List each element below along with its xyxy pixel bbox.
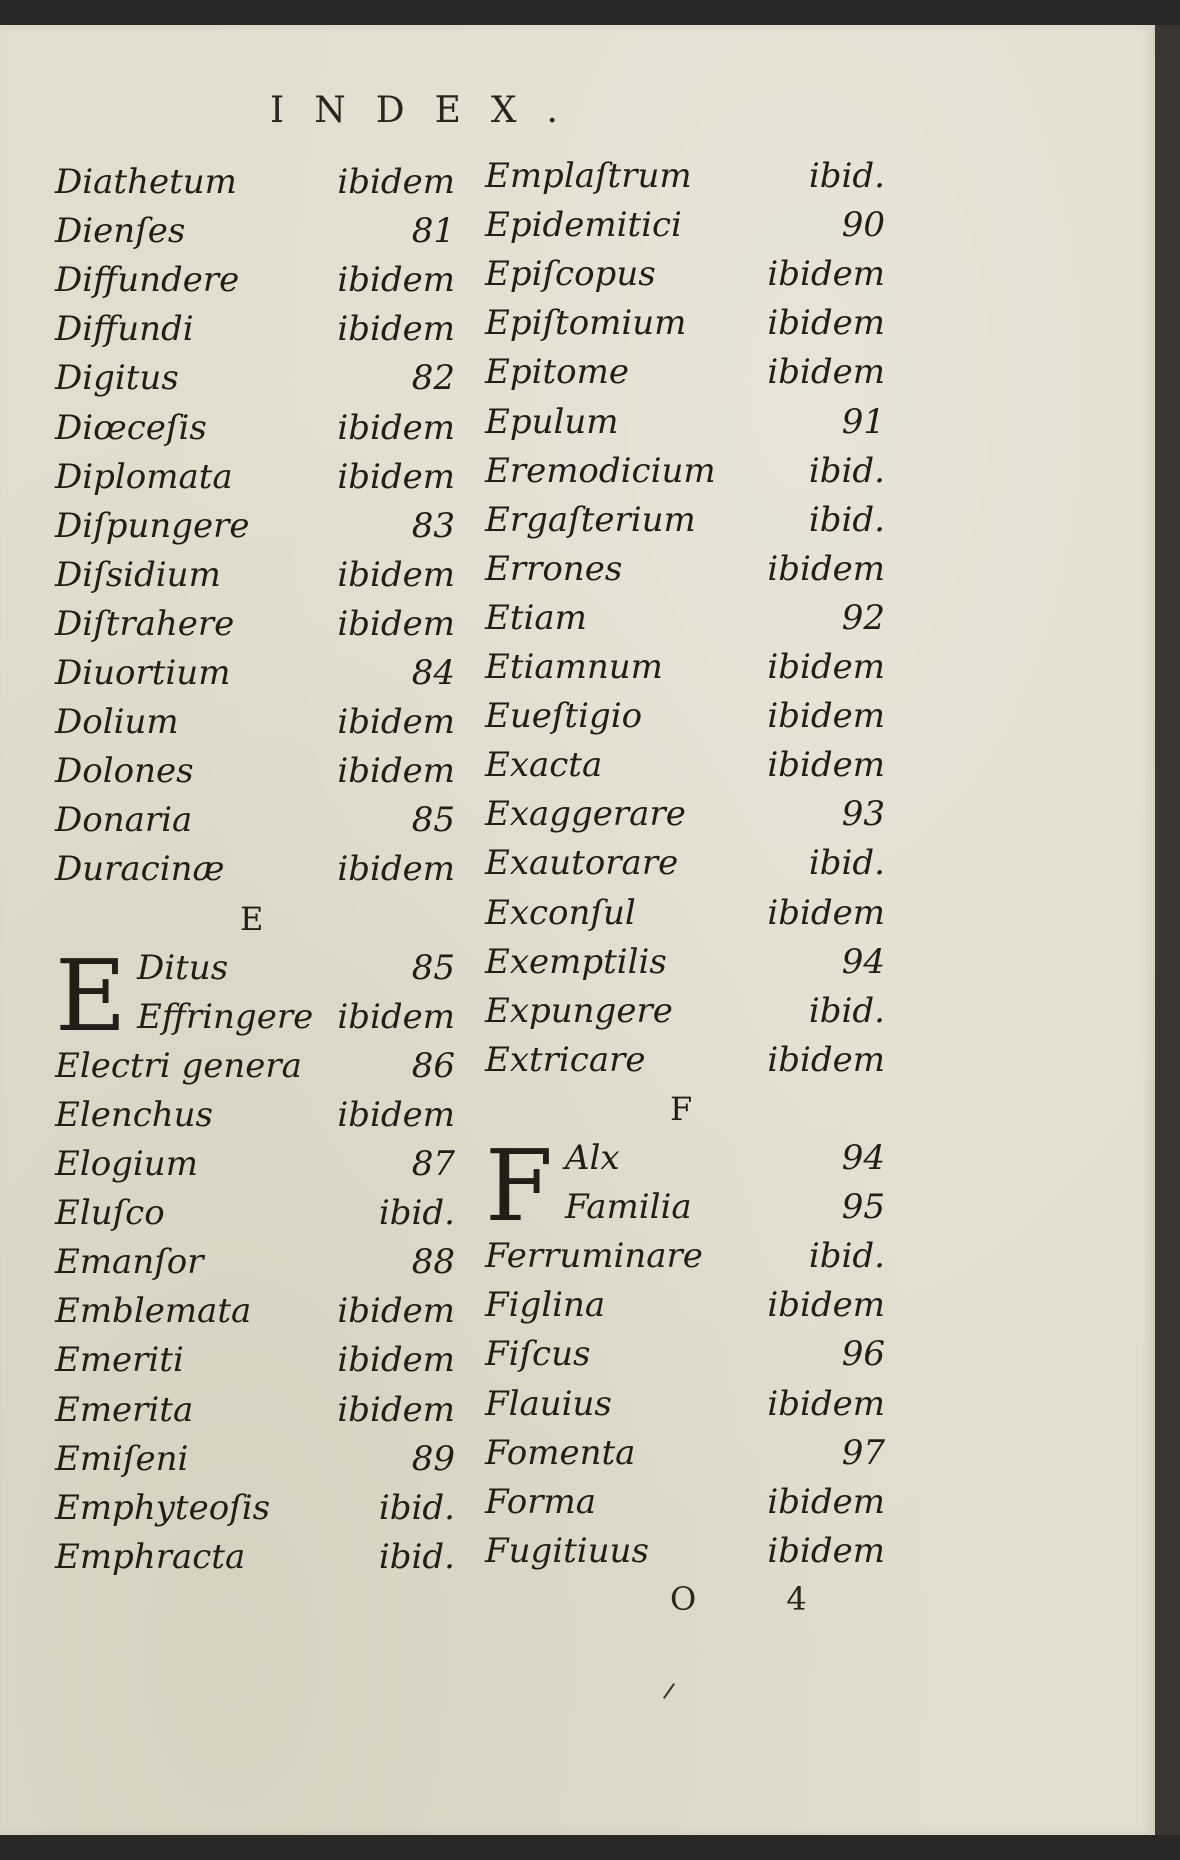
page-reference: ibidem	[767, 647, 885, 687]
page-edge	[1155, 25, 1180, 1835]
page-reference: ibid.	[808, 156, 885, 196]
drop-capital: E	[55, 939, 127, 1054]
page-reference: 96	[841, 1334, 885, 1375]
index-term: Ditus	[137, 947, 229, 988]
page-reference: ibidem	[767, 1530, 885, 1571]
page-reference: 94	[841, 941, 885, 982]
drop-capital: F	[485, 1130, 553, 1244]
index-term: Epulum	[485, 401, 619, 442]
page-reference: ibidem	[767, 745, 885, 786]
page-reference: ibidem	[337, 260, 455, 301]
signature-mark: O 4	[670, 1580, 847, 1618]
index-term: Emeriti	[55, 1340, 184, 1381]
page-reference: ibidem	[767, 1383, 885, 1424]
index-term: Emerita	[55, 1389, 194, 1430]
page-reference: 87	[411, 1144, 455, 1184]
page-reference: ibidem	[337, 456, 455, 497]
page-reference: ibidem	[337, 849, 455, 890]
index-term: Eluſco	[55, 1193, 165, 1234]
page-reference: ibidem	[767, 1481, 885, 1522]
page-reference: 93	[841, 794, 885, 835]
page-reference: ibidem	[767, 892, 885, 933]
index-term: Diœceſis	[55, 407, 207, 448]
index-term: Effringere	[137, 996, 314, 1037]
page-reference: ibidem	[767, 548, 885, 589]
section-letter: F	[670, 1089, 693, 1128]
page-reference: ibidem	[337, 554, 455, 595]
page-reference: ibidem	[337, 1389, 455, 1430]
index-term: Ergaſterium	[485, 499, 696, 540]
index-term: Emphracta	[55, 1536, 246, 1577]
page-reference: ibidem	[337, 751, 455, 792]
page-reference: ibid.	[808, 990, 885, 1031]
index-term: Digitus	[55, 358, 179, 399]
page-reference: 94	[841, 1138, 885, 1178]
page-reference: ibid.	[808, 1236, 885, 1277]
page-reference: 81	[411, 211, 455, 252]
page-reference: ibidem	[337, 309, 455, 350]
index-term: Duracinæ	[55, 849, 225, 890]
page-reference: ibidem	[767, 352, 885, 393]
index-term: Exaggerare	[485, 794, 686, 835]
index-term: Elenchus	[55, 1094, 213, 1135]
index-term: Dolones	[55, 751, 194, 792]
index-term: Diſtrahere	[55, 603, 235, 644]
page-reference: ibidem	[767, 1039, 885, 1080]
index-term: Dolium	[55, 702, 179, 743]
page-reference: 90	[841, 205, 885, 246]
index-term: Exautorare	[485, 843, 679, 884]
page-reference: ibid.	[378, 1193, 455, 1234]
index-term: Ferruminare	[485, 1236, 703, 1277]
page-reference: ibidem	[337, 996, 455, 1037]
page-reference: ibid.	[378, 1487, 455, 1528]
index-term: Diffundere	[55, 260, 240, 301]
index-term: Epidemitici	[485, 205, 682, 246]
page-reference: ibidem	[337, 162, 455, 202]
index-term: Epiſtomium	[485, 303, 687, 344]
index-term: Extricare	[485, 1039, 646, 1080]
page-reference: ibidem	[337, 407, 455, 448]
index-term: Diſpungere	[55, 505, 250, 546]
page-reference: ibidem	[337, 603, 455, 644]
page-reference: 88	[411, 1242, 455, 1283]
page-reference: ibid.	[378, 1536, 455, 1577]
page-reference: ibidem	[337, 1094, 455, 1135]
page-reference: 85	[411, 800, 455, 841]
page-reference: 92	[841, 597, 885, 638]
page-reference: ibidem	[767, 1285, 885, 1326]
page-reference: ibidem	[767, 303, 885, 344]
index-term: Fiſcus	[485, 1334, 591, 1375]
index-term: Exacta	[485, 745, 603, 786]
index-term: Familia	[565, 1187, 692, 1228]
index-term: Emplaſtrum	[485, 156, 692, 196]
page-reference: 82	[411, 358, 455, 399]
page-reference: ibid.	[808, 843, 885, 884]
index-term: Emiſeni	[55, 1438, 189, 1479]
page-reference: 97	[841, 1432, 885, 1473]
page-reference: ibidem	[767, 254, 885, 295]
index-term: Exconſul	[485, 892, 636, 933]
index-term: Epiſcopus	[485, 254, 656, 295]
page-reference: 83	[411, 505, 455, 546]
page-reference: 84	[411, 653, 455, 693]
index-term: Eremodicium	[485, 450, 716, 491]
index-term: Donaria	[55, 800, 193, 841]
index-term: Forma	[485, 1481, 596, 1522]
index-term: Eueſtigio	[485, 696, 643, 737]
section-letter: E	[240, 899, 264, 938]
index-term: Elogium	[55, 1144, 198, 1184]
index-term: Diathetum	[55, 162, 237, 202]
page-reference: ibidem	[337, 702, 455, 743]
page-reference: 95	[841, 1187, 885, 1228]
index-term: Epitome	[485, 352, 629, 393]
index-term: Dienſes	[55, 211, 186, 252]
index-term: Diſsidium	[55, 554, 221, 595]
page-reference: 89	[411, 1438, 455, 1479]
index-term: Flauius	[485, 1383, 612, 1424]
page-reference: 86	[411, 1045, 455, 1086]
index-term: Etiamnum	[485, 647, 663, 687]
page-reference: ibidem	[767, 696, 885, 737]
index-term: Electri genera	[55, 1045, 302, 1086]
page-reference: ibidem	[337, 1340, 455, 1381]
index-term: Emanſor	[55, 1242, 204, 1283]
index-term: Etiam	[485, 597, 587, 638]
index-term: Emphyteoſis	[55, 1487, 271, 1528]
index-term: Emblemata	[55, 1291, 252, 1332]
page-reference: ibidem	[337, 1291, 455, 1332]
index-term: Fomenta	[485, 1432, 636, 1473]
index-term: Errones	[485, 548, 623, 589]
page-reference: 85	[411, 947, 455, 988]
page-reference: 91	[841, 401, 885, 442]
index-term: Diuortium	[55, 653, 231, 693]
index-term: Fugitiuus	[485, 1530, 649, 1571]
index-term: Diplomata	[55, 456, 233, 497]
index-term: Figlina	[485, 1285, 606, 1326]
page-title: INDEX.	[270, 90, 588, 131]
page-reference: ibid.	[808, 499, 885, 540]
index-term: Diffundi	[55, 309, 194, 350]
page-reference: ibid.	[808, 450, 885, 491]
index-term: Alx	[565, 1138, 620, 1178]
index-term: Exemptilis	[485, 941, 667, 982]
index-term: Expungere	[485, 990, 673, 1031]
